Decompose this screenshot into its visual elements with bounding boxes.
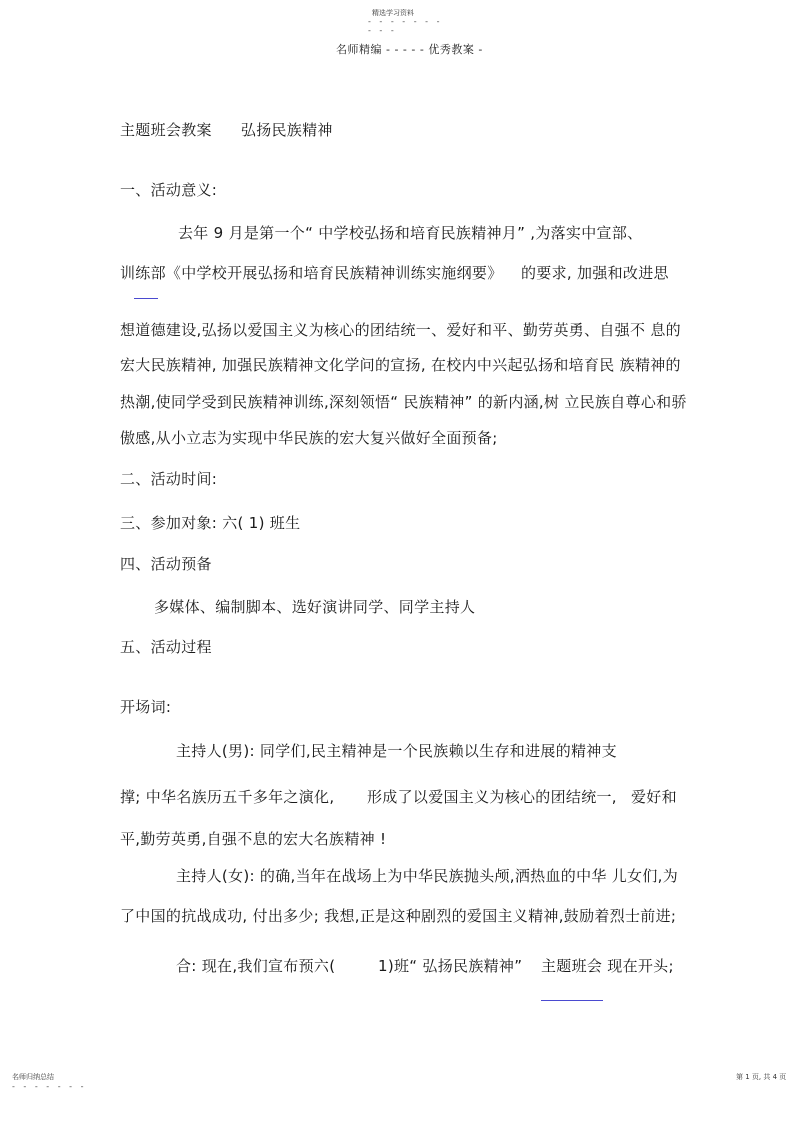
section-5-heading: 五、活动过程 — [120, 638, 212, 656]
para-line-12: 了中国的抗战成功, 付出多少; 我想,正是这种剧烈的爱国主义精神,鼓励着烈士前进; — [120, 907, 677, 925]
para-line-5: 热潮,使同学受到民族精神训练,深刻领悟“ 民族精神” 的新内涵,树 立民族自尊心和骄 — [120, 393, 687, 411]
para-line-9c: 爱好和 — [631, 788, 677, 806]
para-line-9b: 形成了以爱国主义为核心的团结统一, — [367, 788, 617, 806]
para-line-4: 宏大民族精神, 加强民族精神文化学问的宣扬, 在校内中兴起弘扬和培育民 族精神的 — [120, 356, 681, 374]
para-line-2b: 的要求, 加强和改进思 — [521, 264, 669, 282]
para-line-13a: 合: 现在,我们宣布预六( — [176, 957, 336, 975]
para-line-11: 主持人(女): 的确,当年在战场上为中华民族抛头颅,洒热血的中华 儿女们,为 — [176, 867, 679, 885]
doc-title — [120, 120, 333, 140]
page-number: 第 1 页, 共 4 页 — [736, 1073, 787, 1081]
footer-left-label: 名师归纳总结 — [12, 1073, 54, 1081]
para-line-9a: 撑; 中华名族历五千多年之演化, — [120, 788, 335, 806]
para-line-6: 傲感,从小立志为实现中华民族的宏大复兴做好全面预备; — [120, 429, 498, 447]
section-2-heading: 二、活动时间: — [120, 470, 218, 488]
section-1-heading: 一、活动意义: — [120, 181, 218, 199]
para-line-10: 平,勤劳英勇,自强不息的宏大名族精神 ! — [120, 830, 387, 848]
blue-underline-2 — [541, 1000, 603, 1001]
title-left: 主题班会教案 — [120, 121, 212, 139]
para-line-2a: 训练部《中学校开展弘扬和培育民族精神训练实施纲要》 — [120, 264, 503, 282]
section-4-heading: 四、活动预备 — [120, 555, 212, 573]
header-dashes: - - - - - - - — [368, 17, 443, 26]
header-dashes-short: - - - — [368, 26, 397, 35]
para-line-3: 想道德建设,弘扬以爱国主义为核心的团结统一、爱好和平、勤劳英勇、自强不 息的 — [120, 321, 681, 339]
section-3-heading: 三、参加对象: 六( 1) 班生 — [120, 514, 301, 532]
header-top-label: 精选学习资料 — [372, 9, 414, 17]
para-line-7: 多媒体、编制脚本、选好演讲同学、同学主持人 — [154, 598, 476, 616]
para-line-13c: 主题班会 现在开头; — [541, 957, 674, 975]
footer-dashes: - - - - - - - — [12, 1082, 87, 1091]
header-center: 名师精编 - - - - - 优秀教案 - — [336, 43, 483, 56]
para-line-1: 去年 9 月是第一个“ 中学校弘扬和培育民族精神月” ,为落实中宣部、 — [178, 224, 643, 242]
blue-underline — [134, 298, 158, 299]
para-line-8: 主持人(男): 同学们,民主精神是一个民族赖以生存和进展的精神支 — [176, 742, 617, 760]
para-line-13b: 1)班“ 弘扬民族精神” — [378, 957, 523, 975]
section-6-heading: 开场词: — [120, 698, 172, 716]
title-right: 弘扬民族精神 — [240, 121, 333, 139]
